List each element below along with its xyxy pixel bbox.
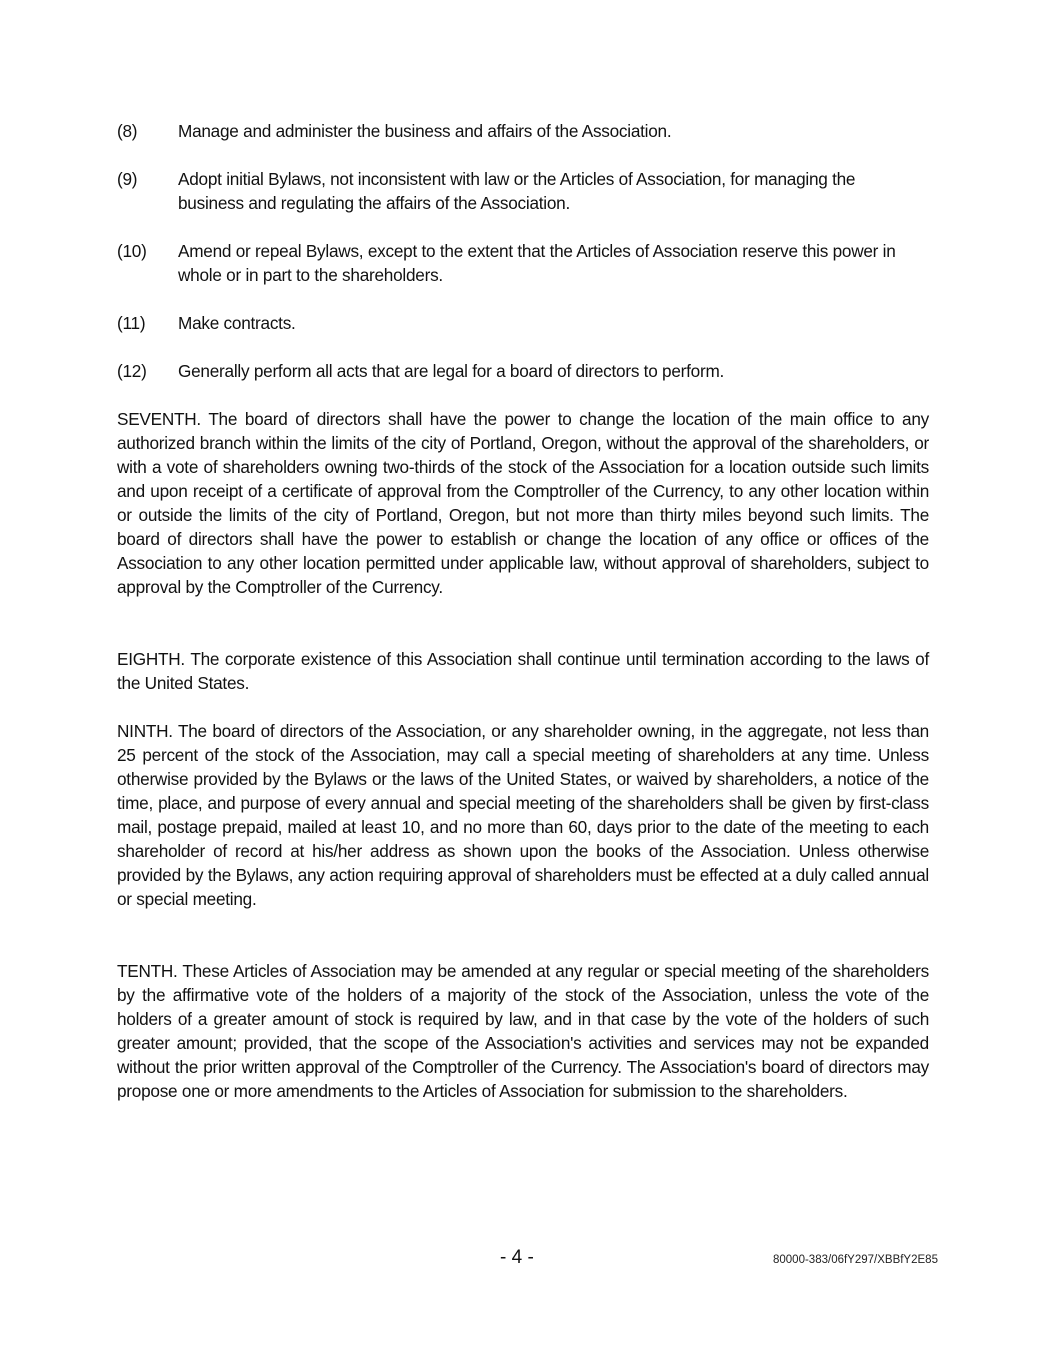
list-item-number: (11) xyxy=(117,313,146,333)
list-item-10 xyxy=(117,239,937,287)
list-item-text: Manage and administer the business and affairs of the Association. xyxy=(178,121,672,141)
page-number: - 4 - xyxy=(500,1247,534,1268)
article-eighth xyxy=(117,647,929,695)
list-item-9 xyxy=(117,167,937,215)
list-item-number: (12) xyxy=(117,361,147,381)
list-item-8 xyxy=(117,119,937,143)
article-ninth xyxy=(117,719,929,911)
list-item-number: (8) xyxy=(117,121,138,141)
list-item-text: Make contracts. xyxy=(178,313,296,333)
list-item-11 xyxy=(117,311,937,335)
list-item-number: (10) xyxy=(117,241,147,261)
list-item-text: Amend or repeal Bylaws, except to the extent that the Articles of Association reserve this power in whole or in part to the shareholders. xyxy=(178,241,896,285)
article-tenth xyxy=(117,959,929,1103)
article-body: The board of directors shall have the power to change the location of the main office to any authorized branch within the limits of the city of Portland, Oregon, without the approval of the shareholders, or with a vote of shareholders owning two-thirds of the stock of the Association for a location outside such limits and upon receipt of a certificate of approval from the Comptroller of the Currency, to any other location within or outside the limits of the city of Portland, Oregon, but not more than thirty miles beyond such limits. The board of directors shall have the power to establish or change the location of any office or offices of the Association to any other location permitted under applicable law, without approval of shareholders, subject to approval by the Comptroller of the Currency. xyxy=(117,409,929,597)
list-item-text: Generally perform all acts that are legal for a board of directors to perform. xyxy=(178,361,725,381)
list-item-text: Adopt initial Bylaws, not inconsistent with law or the Articles of Association, for managing the business and regulating the affairs of the Association. xyxy=(178,169,856,213)
article-body: The corporate existence of this Association shall continue until termination according to the laws of the United States. xyxy=(117,649,929,693)
article-seventh xyxy=(117,407,929,599)
list-item-number: (9) xyxy=(117,169,138,189)
article-heading: TENTH. xyxy=(117,961,178,981)
article-body: These Articles of Association may be amended at any regular or special meeting of the shareholders by the affirmative vote of the holders of a majority of the stock of the Association, unless the vote of the holders of a greater amount of stock is required by law, and in that case by the vote of the holders of such greater amount; provided, that the scope of the Association's activities and services may not be expanded without the prior written approval of the Comptroller of the Currency. The Association's board of directors may propose one or more amendments to the Articles of Association for submission to the shareholders. xyxy=(117,961,929,1101)
document-reference: 80000-383/06fY297/XBBfY2E85 xyxy=(773,1254,938,1266)
article-body: The board of directors of the Association, or any shareholder owning, in the aggregate, not less than 25 percent of the stock of the Association, may call a special meeting of shareholders at any time. Unless otherwise provided by the Bylaws or the laws of the United States, or waived by shareholders, a notice of the time, place, and purpose of every annual and special meeting of the shareholders shall be given by first-class mail, postage prepaid, mailed at least 10, and no more than 60, days prior to the date of the meeting to each shareholder of record at his/her address as shown upon the books of the Association. Unless otherwise provided by the Bylaws, any action requiring approval of shareholders must be effected at a duly called annual or special meeting. xyxy=(117,721,929,909)
article-heading: EIGHTH. xyxy=(117,649,185,669)
list-item-12 xyxy=(117,359,937,383)
article-heading: SEVENTH. xyxy=(117,409,201,429)
article-heading: NINTH. xyxy=(117,721,173,741)
